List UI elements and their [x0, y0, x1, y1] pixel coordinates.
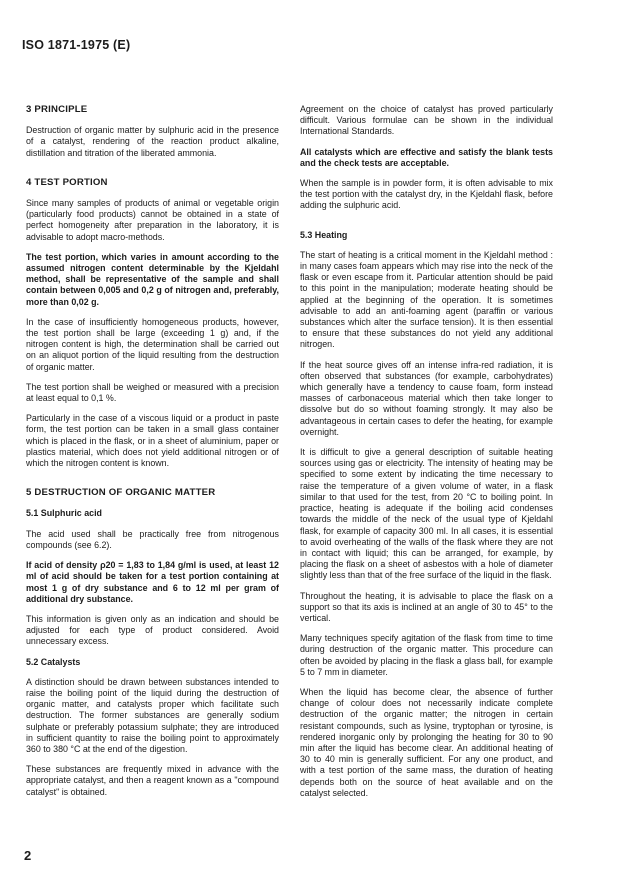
section-5-1-paragraph-1: The acid used shall be practically free from nitrogenous compounds (see 6.2). [26, 528, 279, 550]
heating-paragraph-5: Many techniques specify agitation of the flask from time to time during destruction of the organic matter. This procedure can often be avoided by placing in the flask a glass ball, for example 5 to 7 mm in diameter. [300, 633, 553, 677]
section-3-paragraph: Destruction of organic matter by sulphuric acid in the presence of a catalyst, rendering of the reaction product alkaline, distillation and titration of the liberated ammonia. [26, 125, 279, 158]
section-5-1-paragraph-2: If acid of density ρ20 = 1,83 to 1,84 g/ml is used, at least 12 ml of acid should be taken for a test portion containing at most 1 g of dry substance and 6 to 12 ml per gram of additional dry substance. [26, 560, 279, 604]
section-4-paragraph-5: Particularly in the case of a viscous liquid or a product in paste form, the test portion can be taken in a small glass container which is placed in the flask, or in a sheet of aluminium, paper or plastics material, which does not yield additional nitrogen or of which the nitrogen content is known. [26, 413, 279, 469]
heating-paragraph-2: If the heat source gives off an intense infra-red radiation, it is often observed that substances (for example, carbohydrates) which generally have a tendency to cause foam, form instead masses of carbonaceous material which then take longer to dissolve but do so without foaming strongly. It may also be advantageous in certain cases to defer the heating, for example overnight. [300, 359, 553, 437]
left-column [26, 104, 279, 807]
section-4-heading: 4 TEST PORTION [26, 176, 108, 188]
section-4-paragraph-3: In the case of insufficiently homogeneous products, however, the test portion shall be large (exceeding 1 g) and, if the nitrogen content is high, the determination shall be carried out on an aliquot portion of the liquid resulting from the destruction of organic matter. [26, 316, 279, 372]
catalyst-agreement-paragraph: Agreement on the choice of catalyst has proved particularly difficult. Various formulae can be shown in the individual International Standards. [300, 104, 553, 137]
heating-paragraph-1: The start of heating is a critical moment in the Kjeldahl method : in many cases foam appears which may rise into the neck of the flask or even escape from it. Particular attention should be paid to this point in the manipulation; moderate heating should be applied at the beginning of the operation. It is sometimes advisable to add an anti-foaming agent (paraffin or various substances which alter the surface tension). It is then essential to ensure that these substances do not yield any additional nitrogen. [300, 249, 553, 350]
section-4-paragraph-1: Since many samples of products of animal or vegetable origin (particularly food products) cannot be obtained in a state of perfect homogeneity after preparation in the laboratory, it is advisable to adopt macro-methods. [26, 198, 279, 242]
section-3-heading: 3 PRINCIPLE [26, 104, 88, 115]
section-4-paragraph-2: The test portion, which varies in amount according to the assumed nitrogen content determinable by the Kjeldahl method, shall be representative of the sample and shall contain between 0,005 and 0,2 g of nitrogen and, preferably, more than 0,02 g. [26, 251, 279, 307]
section-5-heading: 5 DESTRUCTION OF ORGANIC MATTER [26, 487, 216, 499]
section-4-paragraph-4: The test portion shall be weighed or measured with a precision at least equal to 0,1 %. [26, 381, 279, 404]
section-5-1-heading: 5.1 Sulphuric acid [26, 508, 102, 519]
section-5-2-paragraph-1: A distinction should be drawn between substances intended to raise the boiling point of the liquid during the destruction of organic matter, and catalysts proper which facilitate such destruction. The former substances are generally sodium sulphate or preferably potassium sulphate; they are introduced in sufficient quantity to raise the boiling point to approximately 360 to 380 °C at the end of the digestion. [26, 676, 279, 754]
section-5-3-heading: 5.3 Heating [300, 229, 348, 240]
catalyst-acceptable-paragraph: All catalysts which are effective and satisfy the blank tests and the check tests are acceptable. [300, 146, 553, 168]
heating-paragraph-3: It is difficult to give a general description of suitable heating sources using gas or electricity. The intensity of heating may be specified to some extent by indicating the time necessary to raise the temperature of a given volume of water, in a flask similar to that used for the test, from 20 °C to boiling point. In practice, heating is adequate if the boiling acid condenses towards the middle of the neck of the usual type of Kjeldahl flask, for example of capacity 300 ml. In all cases, it is essential to avoid overheating of the walls of the flask where they are not in contact with liquid; this can be arranged, for example, by placing the flask on a sheet of asbestos with a hole of diameter slightly less than that of the free surface of the liquid in the flask. [300, 447, 553, 581]
section-5-2-paragraph-2: These substances are frequently mixed in advance with the appropriate catalyst, and then a reagent known as a "compound catalyst" is obtained. [26, 764, 279, 797]
heating-paragraph-4: Throughout the heating, it is advisable to place the flask on a support so that its axis is inclined at an angle of 30 to 45° to the vertical. [300, 590, 553, 623]
section-5-1-paragraph-3: This information is given only as an indication and should be adjusted for each type of product considered. Avoid unnecessary excess. [26, 613, 279, 647]
powder-sample-paragraph: When the sample is in powder form, it is often advisable to mix the test portion with the catalyst dry, in the Kjeldahl flask, before adding the sulphuric acid. [300, 178, 553, 211]
right-column [300, 104, 553, 808]
heating-paragraph-6: When the liquid has become clear, the absence of further change of colour does not necessarily indicate complete destruction of the organic matter; the nitrogen in certain resistant compounds, such as lysine, tryptophan or tyrosine, is rendered inorganic only by prolonging the heating for 30 to 90 min after the liquid has become clear. An additional heating of 30 to 40 min is generally sufficient. For any one product, and with a test portion of the same mass, the duration of heating depends both on the source of heat available and on the catalyst selected. [300, 686, 553, 798]
section-5-2-heading: 5.2 Catalysts [26, 656, 81, 667]
page-number: 2 [24, 848, 32, 863]
document-header: ISO 1871-1975 (E) [22, 38, 131, 52]
